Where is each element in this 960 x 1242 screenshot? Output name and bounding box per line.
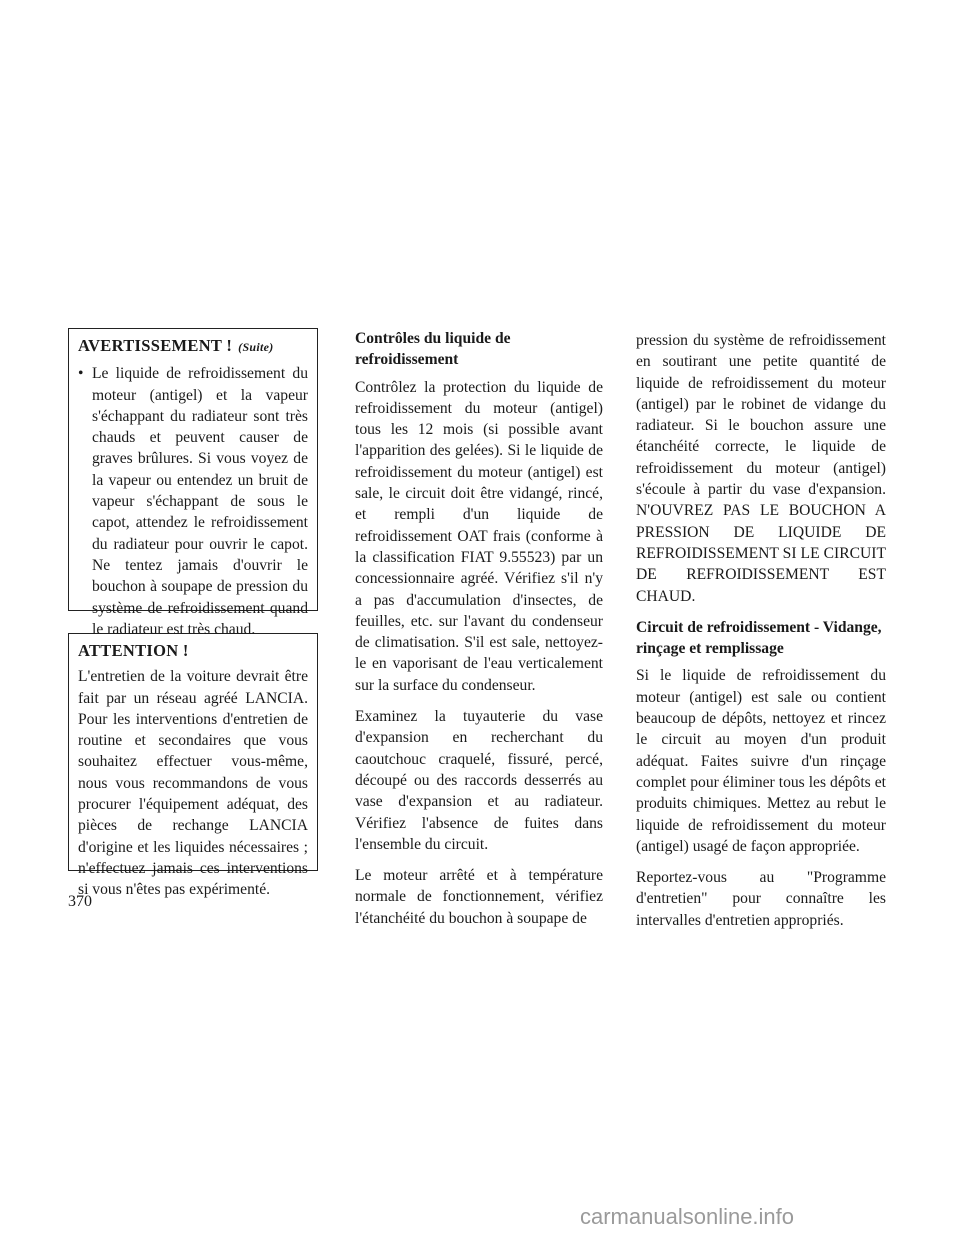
right-column (636, 330, 886, 941)
attention-title: ATTENTION ! (78, 641, 189, 660)
middle-paragraph-1: Contrôlez la protection du liquide de refroidissement du moteur (antigel) tous les 12 mois (si possible avant l'apparition des gelées). Si le liquide de refroidissement du moteur (antigel) est sale, le circuit doit être vidangé, rincé, et rempli d'un liquide de refroidissement OAT frais (conforme à la classification FIAT 9.55523) par un concessionnaire agréé. Vérifiez s'il n'y a pas d'accumulation d'insectes, de feuilles, etc. sur l'avant du condenseur de climatisation. S'il est sale, nettoyez-le en vaporisant de l'eau verticalement sur la surface du condenseur. (355, 378, 603, 694)
right-paragraph-3: Reportez-vous au "Programme d'entretien" pour connaître les intervalles d'entretien appropriés. (636, 869, 886, 929)
middle-column (355, 328, 603, 939)
attention-text: L'entretien de la voiture devrait être fait par un réseau agréé LANCIA. Pour les interventions d'entretien de routine et secondaires que vous souhaitez effectuer vous-même, nous vous recommandons de vous procurer l'équipement adéquat, des pièces de rechange LANCIA d'origine et les liquides nécessaires ; n'effectuez jamais ces interventions si vous n'êtes pas expérimenté. (78, 668, 308, 899)
warning-bullet (78, 363, 308, 640)
middle-paragraph-3: Le moteur arrêté et à température normale de fonctionnement, vérifiez l'étanchéité du bouchon à soupape de (355, 867, 603, 927)
right-paragraph-2: Si le liquide de refroidissement du moteur (antigel) est sale ou contient beaucoup de dépôts, nettoyez et rincez le circuit au moyen d'un produit adéquat. Faites suivre d'un rinçage complet pour éliminer tous les dépôts et produits chimiques. Mettez au rebut le liquide de refroidissement du moteur (antigel) usagé de façon appropriée. (636, 667, 886, 855)
watermark: carmanualsonline.info (580, 1204, 795, 1229)
left-column (68, 328, 318, 899)
middle-paragraph-2: Examinez la tuyauterie du vase d'expansion en recherchant du caoutchouc craquelé, fissuré, percé, découpé ou des raccords desserrés au vase d'expansion et au radiateur. Vérifiez l'absence de fuites dans l'ensemble du circuit. (355, 708, 603, 853)
warning-suffix: (Suite) (238, 340, 274, 354)
right-paragraph-1: pression du système de refroidissement en soutirant une petite quantité de liquide de refroidissement du moteur (antigel) par le robinet de vidange du radiateur. Si le bouchon assure une étanchéité correcte, le liquide de refroidissement du moteur (antigel) s'écoule à partir du vase d'expansion. N'OUVREZ PAS LE BOUCHON A PRESSION DE LIQUIDE DE REFROIDISSEMENT SI LE CIRCUIT DE REFROIDISSEMENT EST CHAUD. (636, 332, 886, 605)
coolant-checks-heading: Contrôles du liquide de refroidissement (355, 330, 511, 369)
cooling-system-heading: Circuit de refroidissement - Vidange, rinçage et remplissage (636, 618, 882, 658)
warning-title: AVERTISSEMENT ! (Suite) (78, 336, 274, 355)
bullet-icon: • (78, 365, 84, 383)
attention-box (68, 633, 318, 899)
warning-box (68, 328, 318, 638)
warning-bullet-text: Le liquide de refroidissement du moteur (antigel) et la vapeur s'échappant du radiateur sont très chauds et peuvent causer de graves brûlures. Si vous voyez de la vapeur ou entendez un bruit de vapeur s'échappant de sous le capot, attendez le refroidissement du radiateur pour ouvrir le capot. Ne tentez jamais d'ouvrir le bouchon à soupape de pression du système de refroidissement quand le radiateur est très chaud. (92, 365, 308, 638)
page-number: 370 (68, 893, 92, 910)
